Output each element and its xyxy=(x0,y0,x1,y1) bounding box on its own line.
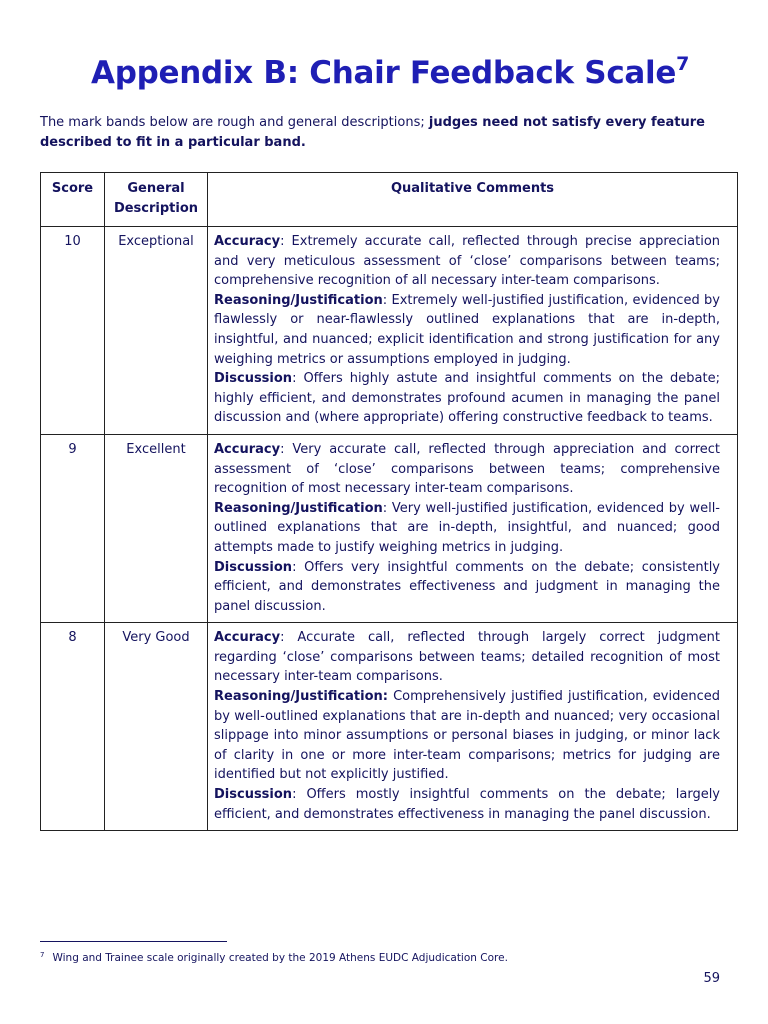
reasoning-comment xyxy=(214,291,720,369)
footnote-marker: 7 xyxy=(40,951,45,959)
reasoning-comment xyxy=(214,687,720,785)
footnote xyxy=(40,951,730,965)
reasoning-text: Extremely well-justified justification, evidenced by flawlessly or near-flawlessly outlined explanations that are in-depth, insightful, and nuanced; explicit identification and strong justification for any weighing metrics or assumptions employed in judging. xyxy=(214,292,720,367)
feedback-scale-table xyxy=(40,172,738,831)
reasoning-label: Reasoning/Justification xyxy=(214,292,383,308)
discussion-text: Offers mostly insightful comments on the debate; largely efficient, and demonstrates effectiveness in managing the panel discussion. xyxy=(214,787,720,822)
header-qualitative-comments: Qualitative Comments xyxy=(208,173,738,227)
footnote-text: Wing and Trainee scale originally created by the 2019 Athens EUDC Adjudication Core. xyxy=(52,952,508,964)
discussion-label: Discussion xyxy=(214,371,293,387)
discussion-separator: : xyxy=(292,559,305,575)
accuracy-comment xyxy=(214,232,720,291)
discussion-separator: : xyxy=(292,787,307,803)
reasoning-separator: : xyxy=(382,500,392,516)
table-row xyxy=(41,434,738,622)
row-comments xyxy=(208,227,738,435)
discussion-text: Offers highly astute and insightful comments on the debate; highly efficient, and demonstrates profound acumen in managing the panel discussion and (where appropriate) offering constructive feedback to teams. xyxy=(214,371,721,426)
accuracy-separator: : xyxy=(280,630,298,646)
row-score: 10 xyxy=(41,227,105,435)
accuracy-label: Accuracy xyxy=(214,234,281,249)
accuracy-text: Very accurate call, reflected through appreciation and correct assessment of ‘close’ comparisons between teams; comprehensive recognition of most necessary inter-team comparisons. xyxy=(214,441,721,497)
accuracy-text: Extremely accurate call, reflected through precise appreciation and very meticulous assessment of ‘close’ comparisons between teams; comprehensive recognition of all necessary inter-team comparisons. xyxy=(214,234,721,289)
discussion-comment xyxy=(214,558,720,617)
accuracy-separator: : xyxy=(280,234,292,249)
discussion-comment xyxy=(214,785,720,824)
page-number: 59 xyxy=(703,971,720,986)
discussion-separator: : xyxy=(292,371,304,387)
title-text: Appendix B: Chair Feedback Scale xyxy=(91,55,677,91)
row-description: Excellent xyxy=(105,434,208,622)
accuracy-label: Accuracy xyxy=(214,441,281,457)
reasoning-separator: : xyxy=(382,292,392,308)
title-footnote-ref[interactable]: 7 xyxy=(676,53,689,75)
accuracy-comment xyxy=(214,628,720,687)
accuracy-comment xyxy=(214,440,720,499)
header-score: Score xyxy=(41,173,105,227)
reasoning-label: Reasoning/Justification xyxy=(214,500,383,516)
reasoning-comment xyxy=(214,499,720,558)
row-score: 9 xyxy=(41,434,105,622)
page-title xyxy=(40,55,740,91)
intro-paragraph xyxy=(40,113,722,153)
accuracy-separator: : xyxy=(280,441,293,457)
header-general-description: General Description xyxy=(105,173,208,227)
table-row xyxy=(41,227,738,435)
accuracy-text: Accurate call, reflected through largely correct judgment regarding ‘close’ comparisons between teams; detailed recognition of most necessary inter-team comparisons. xyxy=(214,630,720,685)
accuracy-label: Accuracy xyxy=(214,630,281,646)
row-description: Very Good xyxy=(105,623,208,831)
table-header-row xyxy=(41,173,738,227)
row-comments xyxy=(208,434,738,622)
discussion-text: Offers very insightful comments on the debate; consistently efficient, and demonstrates effectiveness and judgment in managing the panel discussion. xyxy=(214,559,720,614)
discussion-label: Discussion xyxy=(214,559,293,575)
discussion-comment xyxy=(214,369,720,428)
intro-bold-text: judges need not satisfy every feature described to fit in a particular band. xyxy=(40,115,705,150)
reasoning-text: Comprehensively justified justification, evidenced by well-outlined explanations that are in-depth and nuanced; very occasional slippage into minor assumptions or personal biases in judging, or minor lack of clarity in one or more inter-team comparisons; metrics for judging are identified but not explicitly justified. xyxy=(214,689,720,783)
row-comments xyxy=(208,623,738,831)
table-row xyxy=(41,623,738,831)
row-description: Exceptional xyxy=(105,227,208,435)
row-score: 8 xyxy=(41,623,105,831)
intro-plain-text: The mark bands below are rough and general descriptions; xyxy=(40,115,429,130)
discussion-label: Discussion xyxy=(214,787,293,803)
reasoning-text: Very well-justified justification, evidenced by well-outlined explanations that are in-depth, insightful, and nuanced; good attempts made to justify weighing metrics in judging. xyxy=(214,500,720,555)
footnote-divider xyxy=(40,941,227,942)
reasoning-label: Reasoning/Justification: xyxy=(214,689,388,705)
